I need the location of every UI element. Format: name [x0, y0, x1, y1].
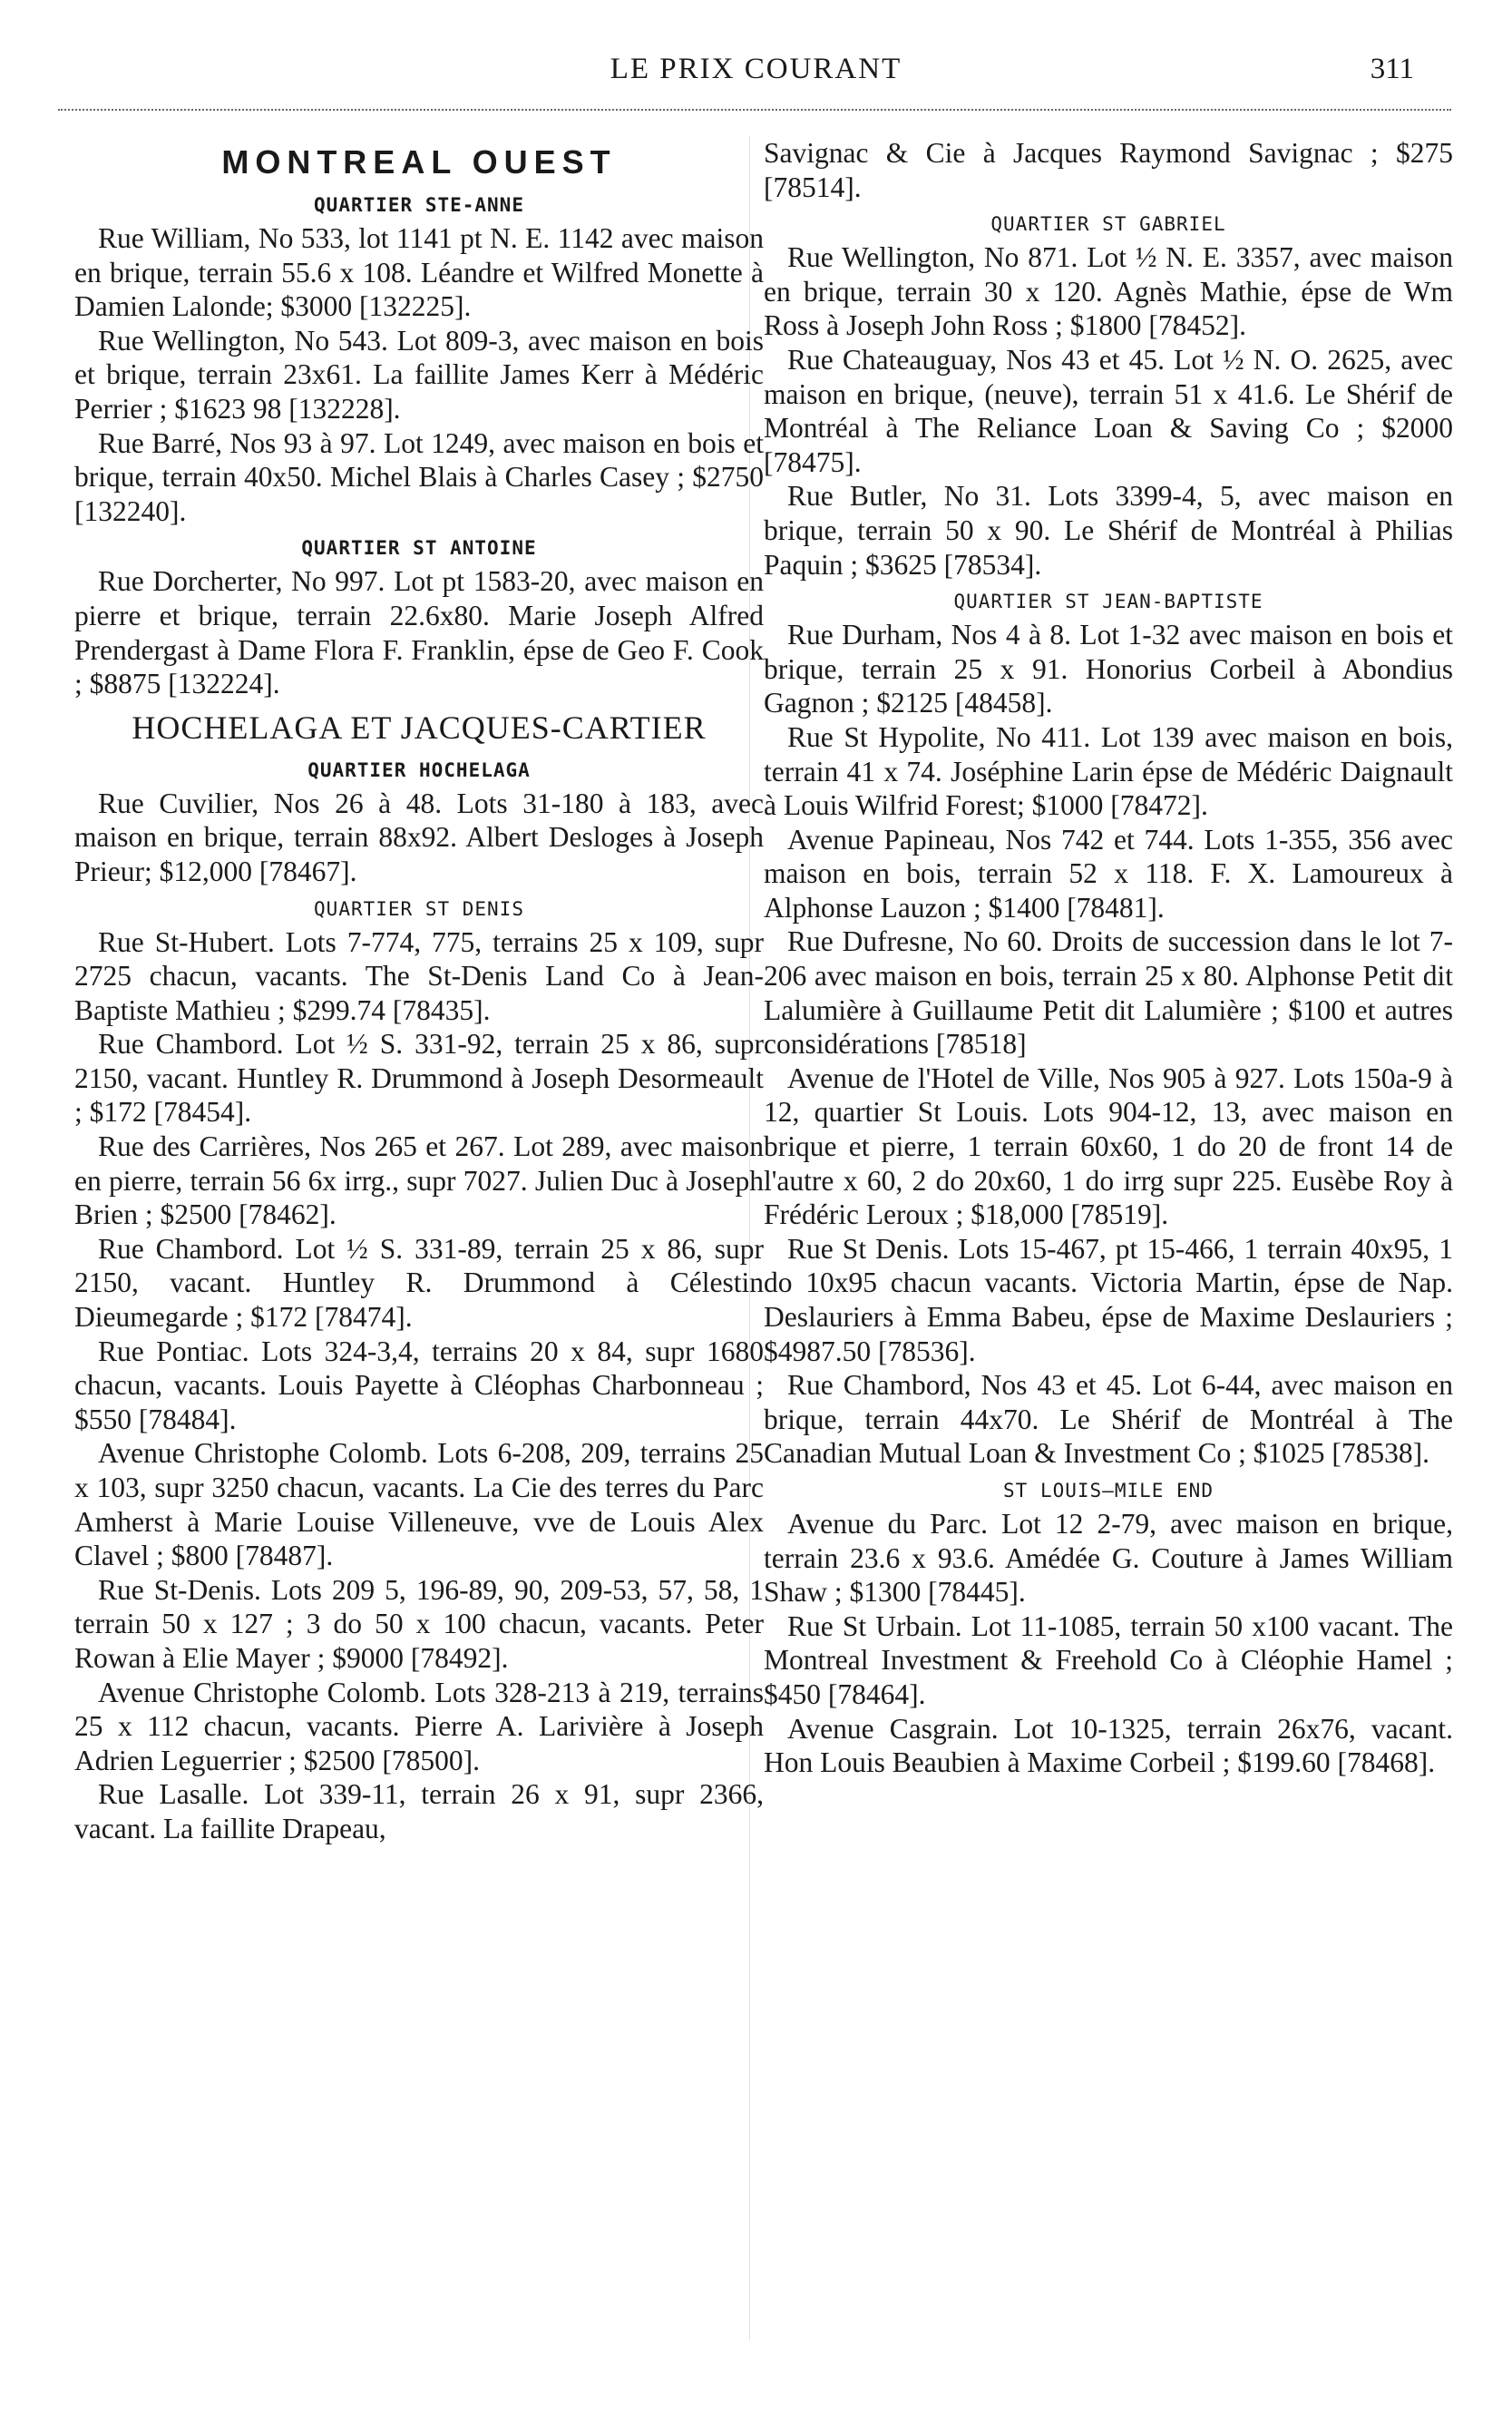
listing-entry: Avenue de l'Hotel de Ville, Nos 905 à 927. Lots 150a-9 à 12, quartier St Louis. Lots 904-12, 13, avec maison en brique et pierre, 1 terrain 60x60, 1 do 20 de front 14 de l'autre x 60, 2 do 20x60, 1 do irrg supr 225. Eusèbe Roy à Frédéric Leroux ; $18,000 [78519].	[764, 1061, 1453, 1231]
subheading-quartier-st-denis: QUARTIER ST DENIS	[314, 897, 524, 920]
subheading-quartier-ste-anne: QUARTIER STE-ANNE	[314, 194, 524, 216]
listing-entry: Rue Cuvilier, Nos 26 à 48. Lots 31-180 à 183, avec maison en brique, terrain 88x92. Albert Desloges à Joseph Prieur; $12,000 [78467].	[74, 787, 764, 887]
listing-entry: Avenue Christophe Colomb. Lots 328-213 à 219, terrains 25 x 112 chacun, vacants. Pierre A. Larivière à Joseph Adrien Leguerrier ; $2500 [78500].	[74, 1676, 764, 1776]
listing-entry: Rue Wellington, No 871. Lot ½ N. E. 3357, avec maison en brique, terrain 30 x 120. Agnès Mathie, épse de Wm Ross à Joseph John Ross ; $1800 [78452].	[764, 241, 1453, 342]
section-heading-montreal-ouest: MONTREAL OUEST	[221, 143, 617, 181]
listing-entry: Rue Durham, Nos 4 à 8. Lot 1-32 avec maison en bois et brique, terrain 25 x 91. Honorius Corbeil à Abondius Gagnon ; $2125 [48458].	[764, 619, 1453, 719]
continued-entry: Savignac & Cie à Jacques Raymond Savignac ; $275 [78514].	[764, 137, 1453, 203]
listing-entry: Rue St Urbain. Lot 11-1085, terrain 50 x100 vacant. The Montreal Investment & Freehold Co à Cléophie Hamel ; $450 [78464].	[764, 1609, 1453, 1710]
listing-entry: Avenue du Parc. Lot 12 2-79, avec maison en brique, terrain 23.6 x 93.6. Amédée G. Couture à James William Shaw ; $1300 [78445].	[764, 1507, 1453, 1609]
section-heading-hochelaga: HOCHELAGA ET JACQUES-CARTIER	[132, 709, 707, 746]
listing-entry: Rue Pontiac. Lots 324-3,4, terrains 20 x 84, supr 1680 chacun, vacants. Louis Payette à Cléophas Charbonneau ; $550 [78484].	[74, 1335, 764, 1435]
listing-entry: Rue Barré, Nos 93 à 97. Lot 1249, avec maison en bois et brique, terrain 40x50. Michel Blais à Charles Casey ; $2750 [132240].	[74, 426, 764, 527]
listing-entry: Avenue Casgrain. Lot 10-1325, terrain 26x76, vacant. Hon Louis Beaubien à Maxime Corbeil ; $199.60 [78468].	[764, 1712, 1453, 1779]
subheading-quartier-st-jean-baptiste: QUARTIER ST JEAN-BAPTISTE	[953, 591, 1263, 613]
right-column	[764, 136, 1453, 1780]
listing-entry: Avenue Papineau, Nos 742 et 744. Lots 1-355, 356 avec maison en bois, terrain 52 x 118. F. X. Lamoureux à Alphonse Lauzon ; $1400 [78481].	[764, 823, 1453, 924]
subheading-quartier-hochelaga: QUARTIER HOCHELAGA	[307, 758, 531, 781]
page-number: 311	[1370, 53, 1414, 85]
running-title: LE PRIX COURANT	[610, 53, 902, 85]
listing-entry: Avenue Christophe Colomb. Lots 6-208, 209, terrains 25 x 103, supr 3250 chacun, vacants. La Cie des terres du Parc Amherst à Marie Louise Villeneuve, vve de Louis Alex Clavel ; $800 [78487].	[74, 1437, 764, 1572]
listing-entry: Rue St Hypolite, No 411. Lot 139 avec maison en bois, terrain 41 x 74. Joséphine Larin épse de Médéric Daignault à Louis Wilfrid Forest; $1000 [78472].	[764, 720, 1453, 822]
listing-entry: Rue Chambord. Lot ½ S. 331-92, terrain 25 x 86, supr 2150, vacant. Huntley R. Drummond à Joseph Desormeault ; $172 [78454].	[74, 1028, 764, 1129]
listing-entry: Rue Wellington, No 543. Lot 809-3, avec maison en bois et brique, terrain 23x61. La faillite James Kerr à Médéric Perrier ; $1623 98 [132228].	[74, 324, 764, 425]
subheading-st-louis-mile-end: ST LOUIS—MILE END	[1003, 1479, 1214, 1501]
left-column	[74, 136, 764, 1846]
listing-entry: Rue Chateauguay, Nos 43 et 45. Lot ½ N. O. 2625, avec maison en brique, (neuve), terrain 51 x 41.6. Le Shérif de Montréal à The Reliance Loan & Saving Co ; $2000 [78475].	[764, 343, 1453, 478]
subheading-quartier-st-gabriel: QUARTIER ST GABRIEL	[990, 213, 1226, 236]
listing-entry: Rue des Carrières, Nos 265 et 267. Lot 289, avec maison en pierre, terrain 56 6x irrg., supr 7027. Julien Duc à Joseph Brien ; $2500 [78462].	[74, 1130, 764, 1231]
listing-entry: Rue Dorcherter, No 997. Lot pt 1583-20, avec maison en pierre et brique, terrain 22.6x80. Marie Joseph Alfred Prendergast à Dame Flora F. Franklin, épse de Geo F. Cook ; $8875 [132224].	[74, 565, 764, 700]
listing-entry: Rue Chambord, Nos 43 et 45. Lot 6-44, avec maison en brique, terrain 44x70. Le Shérif de Montréal à The Canadian Mutual Loan & Investment Co ; $1025 [78538].	[764, 1369, 1453, 1470]
header-divider	[58, 109, 1451, 111]
listing-entry: Rue Lasalle. Lot 339-11, terrain 26 x 91, supr 2366, vacant. La faillite Drapeau,	[74, 1778, 764, 1844]
listing-entry: Rue St-Denis. Lots 209 5, 196-89, 90, 209-53, 57, 58, 1 terrain 50 x 127 ; 3 do 50 x 100 chacun, vacants. Peter Rowan à Elie Mayer ; $9000 [78492].	[74, 1573, 764, 1674]
subheading-quartier-st-antoine: QUARTIER ST ANTOINE	[301, 537, 537, 560]
listing-entry: Rue Chambord. Lot ½ S. 331-89, terrain 25 x 86, supr 2150, vacant. Huntley R. Drummond à Célestin Dieumegarde ; $172 [78474].	[74, 1232, 764, 1334]
listing-entry: Rue Butler, No 31. Lots 3399-4, 5, avec maison en brique, terrain 50 x 90. Le Shérif de Montréal à Philias Paquin ; $3625 [78534].	[764, 480, 1453, 581]
listing-entry: Rue St Denis. Lots 15-467, pt 15-466, 1 terrain 40x95, 1 do 10x95 chacun vacants. Victoria Martin, épse de Nap. Deslauriers à Emma Babeu, épse de Maxime Deslauriers ; $4987.50 [78536].	[764, 1232, 1453, 1367]
listing-entry: Rue St-Hubert. Lots 7-774, 775, terrains 25 x 109, supr 2725 chacun, vacants. The St-Denis Land Co à Jean-Baptiste Mathieu ; $299.74 [78435].	[74, 925, 764, 1026]
listing-entry: Rue William, No 533, lot 1141 pt N. E. 1142 avec maison en brique, terrain 55.6 x 108. Léandre et Wilfred Monette à Damien Lalonde; $3000 [132225].	[74, 222, 764, 323]
listing-entry: Rue Dufresne, No 60. Droits de succession dans le lot 7-206 avec maison en bois, terrain 25 x 80. Alphonse Petit dit Lalumière à Guillaume Petit dit Lalumière ; $100 et autres considérations [78518]	[764, 925, 1453, 1061]
running-head	[0, 53, 1512, 94]
